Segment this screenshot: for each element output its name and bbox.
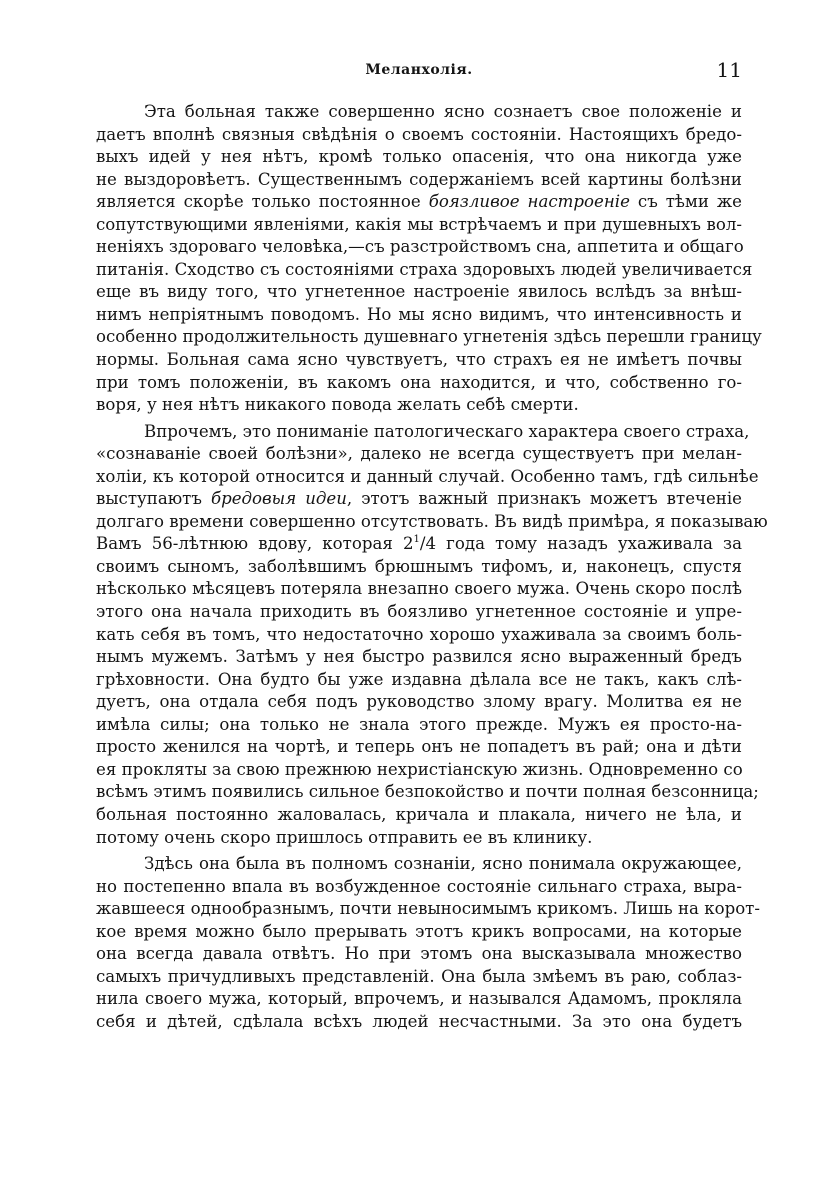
text-line: всѣмъ этимъ появились сильное безпокойство и почти полная безсонница; xyxy=(96,782,759,802)
text-line: нормы. Больная сама ясно чувствуетъ, что страхъ ея не имѣетъ почвы xyxy=(96,350,742,370)
text-line: просто женился на чортѣ, и теперь онъ не попадетъ въ рай; она и дѣти xyxy=(96,737,742,757)
page-number: 11 xyxy=(716,58,742,82)
text-line: при томъ положеніи, въ какомъ она находится, и что, собственно го- xyxy=(96,372,742,392)
text-line: этого она начала приходить въ боязливо угнетенное состояніе и упре- xyxy=(96,602,742,622)
text-line: не выздоровѣетъ. Существеннымъ содержаніемъ всей картины болѣзни xyxy=(96,169,742,189)
text-line: кать себя въ томъ, что недостаточно хорошо ухаживала за своимъ боль- xyxy=(96,624,742,644)
text-line: ея прокляты за свою прежнюю нехристіанскую жизнь. Одновременно со xyxy=(96,759,743,779)
paragraph xyxy=(96,853,760,1033)
italic-phrase: боязливое настроеніе xyxy=(428,192,630,212)
text-line: больная постоянно жаловалась, кричала и плакала, ничего не ѣла, и xyxy=(96,804,742,824)
text-line: имѣла силы; она только не знала этого прежде. Мужъ ея просто-на- xyxy=(96,714,742,734)
italic-phrase: бредовыя идеи xyxy=(210,489,347,509)
text-line: выхъ идей у нея нѣтъ, кромѣ только опасенія, что она никогда уже xyxy=(96,147,742,167)
text-line: холіи, къ которой относится и данный случай. Особенно тамъ, гдѣ сильнѣе xyxy=(96,466,759,486)
text-line: но постепенно впала въ возбужденное состояніе сильнаго страха, выра- xyxy=(96,876,742,896)
text-line: Здѣсь она была въ полномъ сознаніи, ясно понимала окружающее, xyxy=(144,854,742,874)
text-line: особенно продолжительность душевнаго угнетенія здѣсь перешли границу xyxy=(96,327,762,347)
text-line: Впрочемъ, это пониманіе патологическаго характера своего страха, xyxy=(144,421,750,441)
text-line: является скорѣе только постоянное боязливое настроеніе съ тѣми же xyxy=(96,192,742,212)
text-line: самыхъ причудливыхъ представленій. Она была змѣемъ въ раю, соблаз- xyxy=(96,966,742,986)
text-line: питанія. Сходство съ состояніями страха здоровыхъ людей увеличивается xyxy=(96,259,753,279)
text-line: сопутствующими явленіями, какія мы встрѣчаемъ и при душевныхъ вол- xyxy=(96,214,742,234)
text-line: себя и дѣтей, сдѣлала всѣхъ людей несчастными. За это она будетъ xyxy=(96,1011,742,1031)
text-line: выступаютъ бредовыя идеи, этотъ важный признакъ можетъ втеченіе xyxy=(96,489,742,509)
text-line: воря, у нея нѣтъ никакого повода желать себѣ смерти. xyxy=(96,395,579,415)
text-line: жавшееся однообразнымъ, почти невыносимымъ крикомъ. Лишь на корот- xyxy=(96,899,760,919)
text-line: своимъ сыномъ, заболѣвшимъ брюшнымъ тифомъ, и, наконецъ, спустя xyxy=(96,556,742,576)
text-line: Вамъ 56-лѣтнюю вдову, которая $2^1/4$ года тому назадъ ухаживала за xyxy=(96,534,742,554)
text-line: Эта больная также совершенно ясно сознаетъ свое положеніе и xyxy=(144,102,742,121)
text-line: неніяхъ здороваго человѣка,—съ разстройствомъ сна, аппетита и общаго xyxy=(96,237,744,257)
running-head xyxy=(96,60,742,84)
paragraph xyxy=(96,421,768,849)
text-line: еще въ виду того, что угнетенное настроеніе явилось вслѣдъ за внѣш- xyxy=(96,282,742,302)
paragraph xyxy=(96,101,762,417)
text-line: нимъ непріятнымъ поводомъ. Но мы ясно видимъ, что интенсивность и xyxy=(96,304,742,324)
running-title: Меланхолія. xyxy=(365,62,473,78)
body-text xyxy=(96,101,768,1033)
text-line: потому очень скоро пришлось отправить ее въ клинику. xyxy=(96,827,593,847)
text-line: даетъ вполнѣ связныя свѣдѣнія о своемъ состояніи. Настоящихъ бредо- xyxy=(96,124,742,144)
text-line: дуетъ, она отдала себя подъ руководство злому врагу. Молитва ея не xyxy=(96,692,742,712)
text-line: грѣховности. Она будто бы уже издавна дѣлала все не такъ, какъ слѣ- xyxy=(96,669,742,689)
text-line: нила своего мужа, который, впрочемъ, и назывался Адамомъ, прокляла xyxy=(96,989,742,1009)
text-line: она всегда давала отвѣтъ. Но при этомъ она высказывала множество xyxy=(96,944,742,964)
text-line: кое время можно было прерывать этотъ крикъ вопросами, на которые xyxy=(96,921,742,941)
superscript: 1 xyxy=(413,534,420,546)
text-line: нѣсколько мѣсяцевъ потеряла внезапно своего мужа. Очень скоро послѣ xyxy=(96,579,742,599)
text-line: «сознаваніе своей болѣзни», далеко не всегда существуетъ при мелан- xyxy=(96,444,742,464)
text-line: нымъ мужемъ. Затѣмъ у нея быстро развился ясно выраженный бредъ xyxy=(96,647,742,667)
text-line: долгаго времени совершенно отсутствовать. Въ видѣ примѣра, я показываю xyxy=(96,511,768,531)
